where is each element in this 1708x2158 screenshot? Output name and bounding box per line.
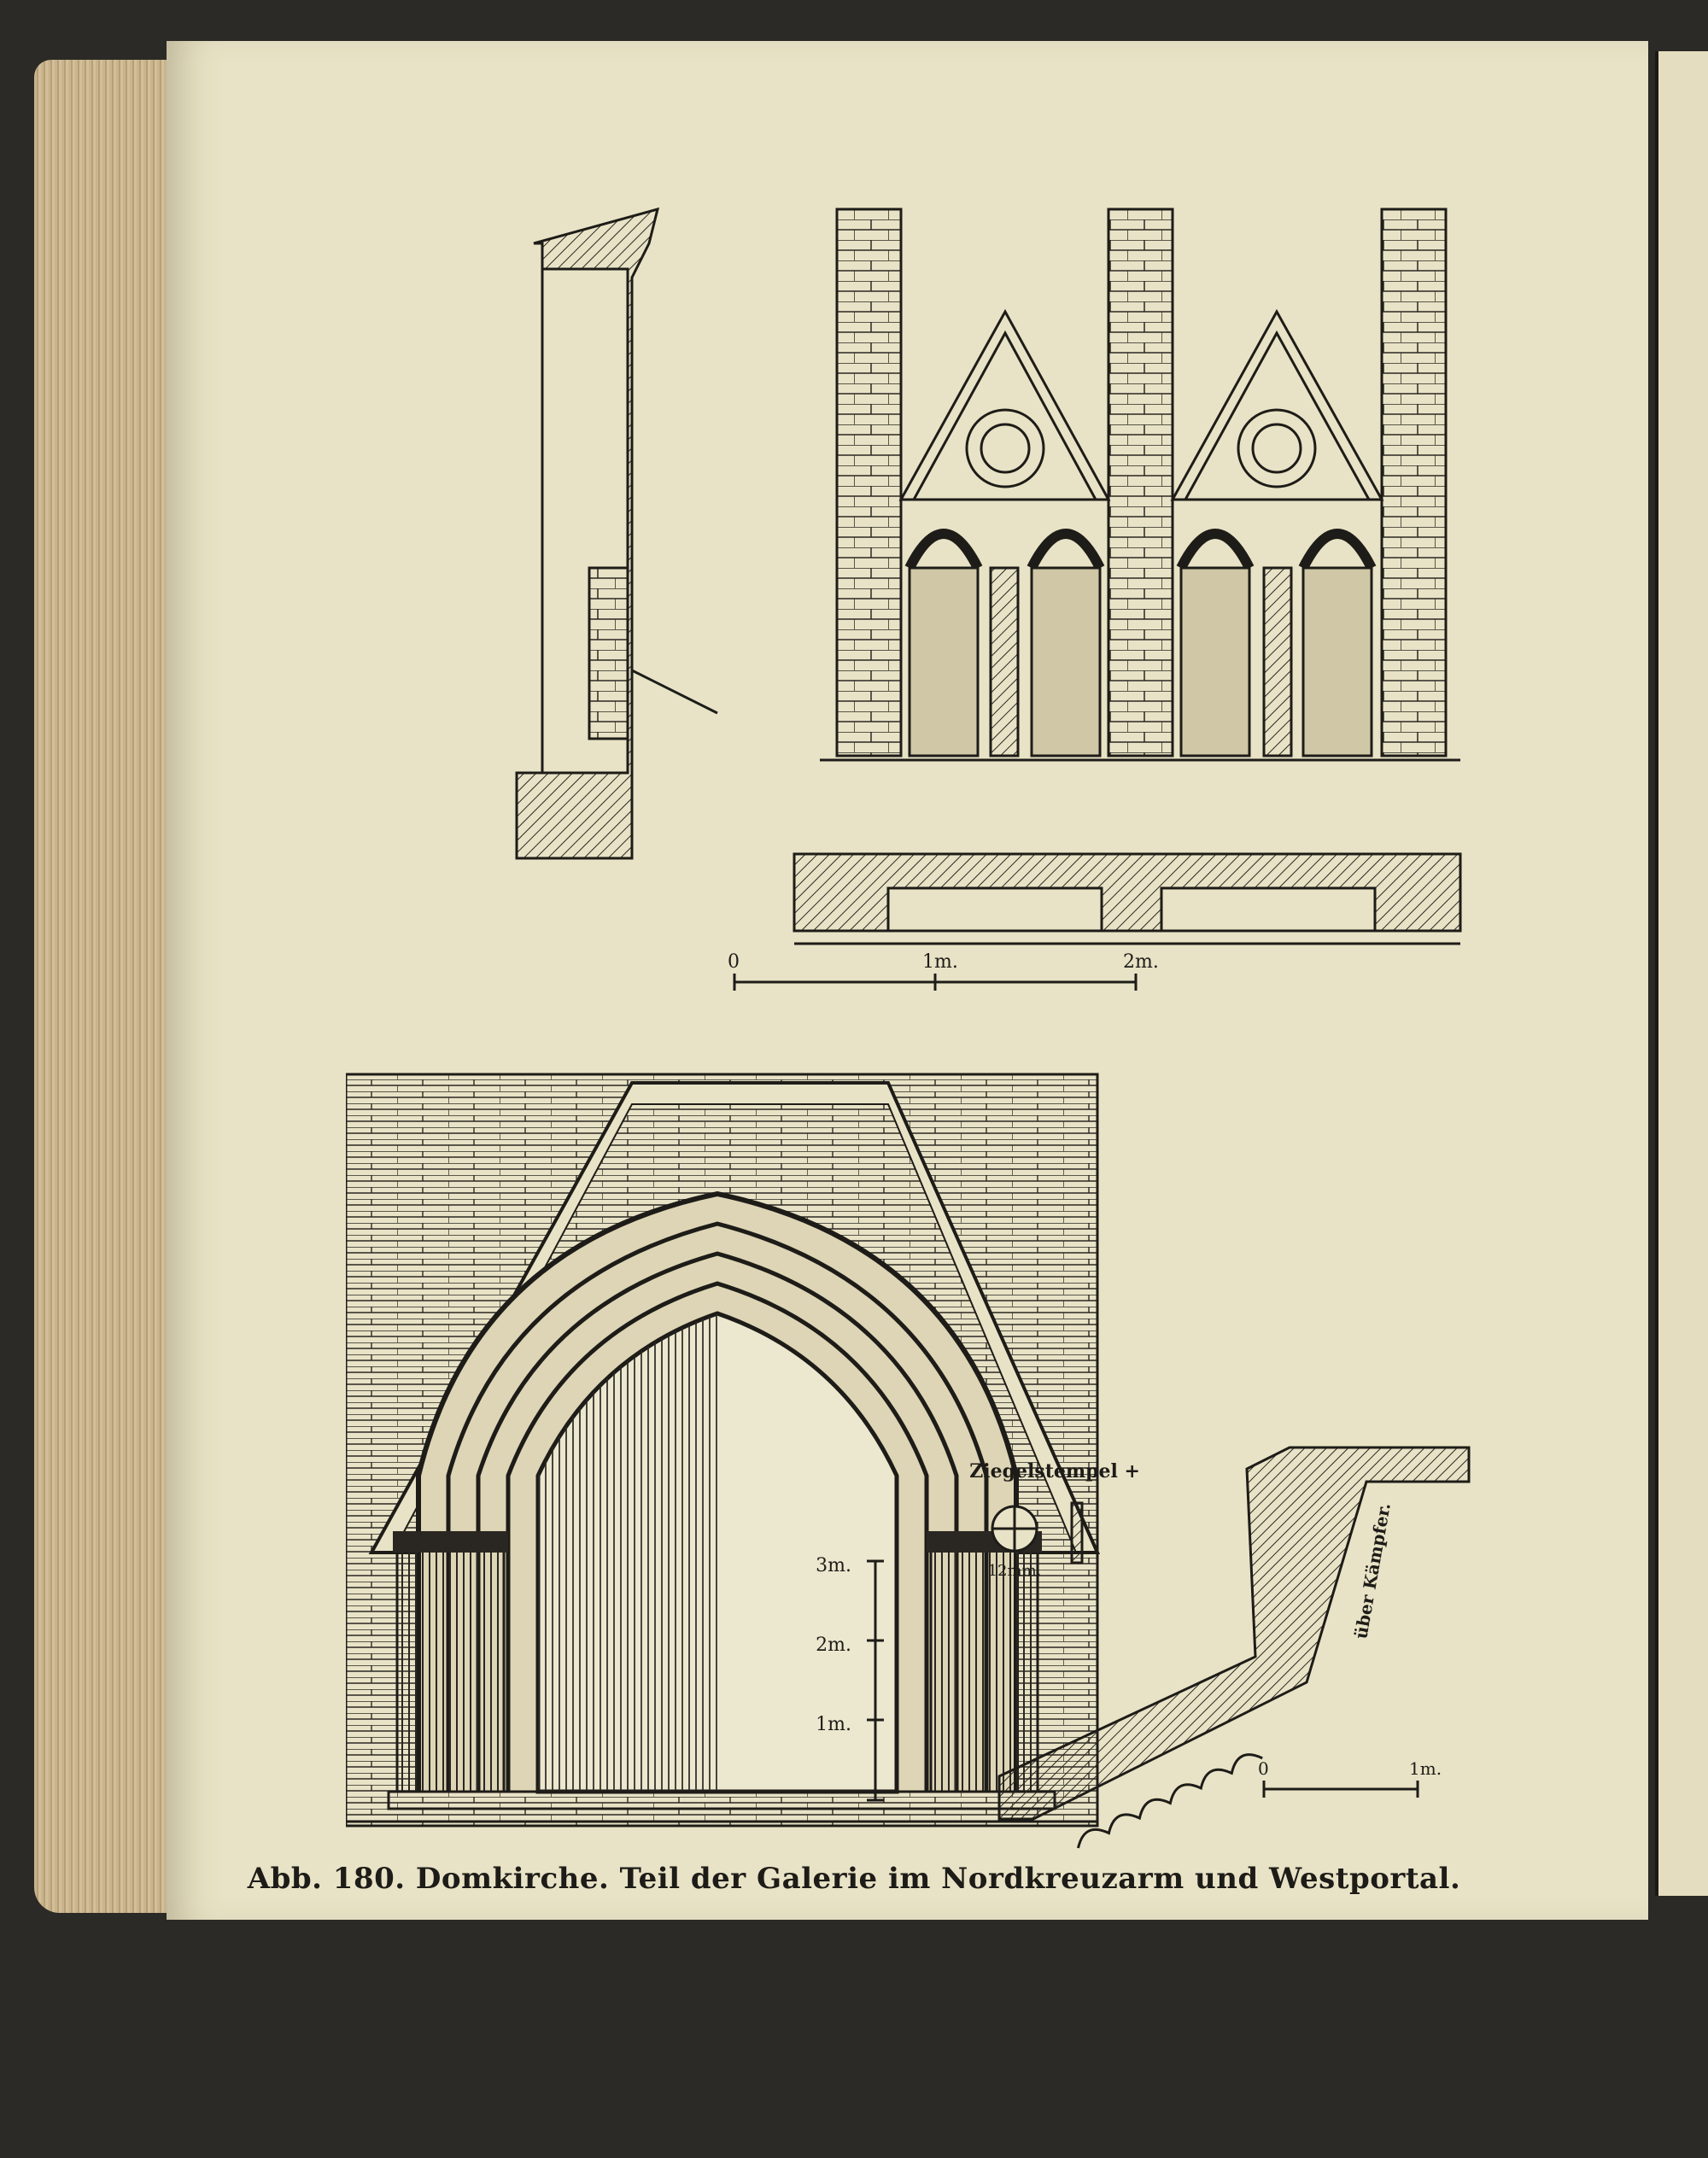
top-scale-two: 2m.	[1123, 951, 1159, 973]
wall-section	[517, 209, 717, 858]
brick-stamp	[992, 1503, 1082, 1563]
top-scale-one: 1m.	[922, 951, 958, 973]
figure-caption: Abb. 180. Domkirche. Teil der Galerie im Nordkreuzarm und Westportal.	[247, 1862, 1461, 1896]
profile-scale-zero: 0	[1258, 1758, 1269, 1779]
jamb-profile-drawing	[965, 1418, 1494, 1896]
gallery-elevation-drawing	[342, 158, 1503, 1021]
profile-scale-one: 1m.	[1409, 1758, 1442, 1779]
top-scale-zero: 0	[728, 951, 740, 973]
brick-stamp-label: Ziegelstempel +	[969, 1460, 1140, 1483]
top-scale-bar	[734, 974, 1136, 991]
portal-scale-three: 3m.	[816, 1555, 851, 1576]
portal-scale-one: 1m.	[816, 1714, 851, 1735]
facing-page-edge	[1655, 51, 1708, 1896]
portal-scale-two: 2m.	[816, 1635, 851, 1656]
profile-scale-bar	[1264, 1781, 1418, 1798]
brick-stamp-size: 12mm.	[987, 1562, 1042, 1580]
gallery-elevation	[794, 209, 1460, 944]
profile-note: über Kämpfer.	[1350, 1500, 1395, 1640]
